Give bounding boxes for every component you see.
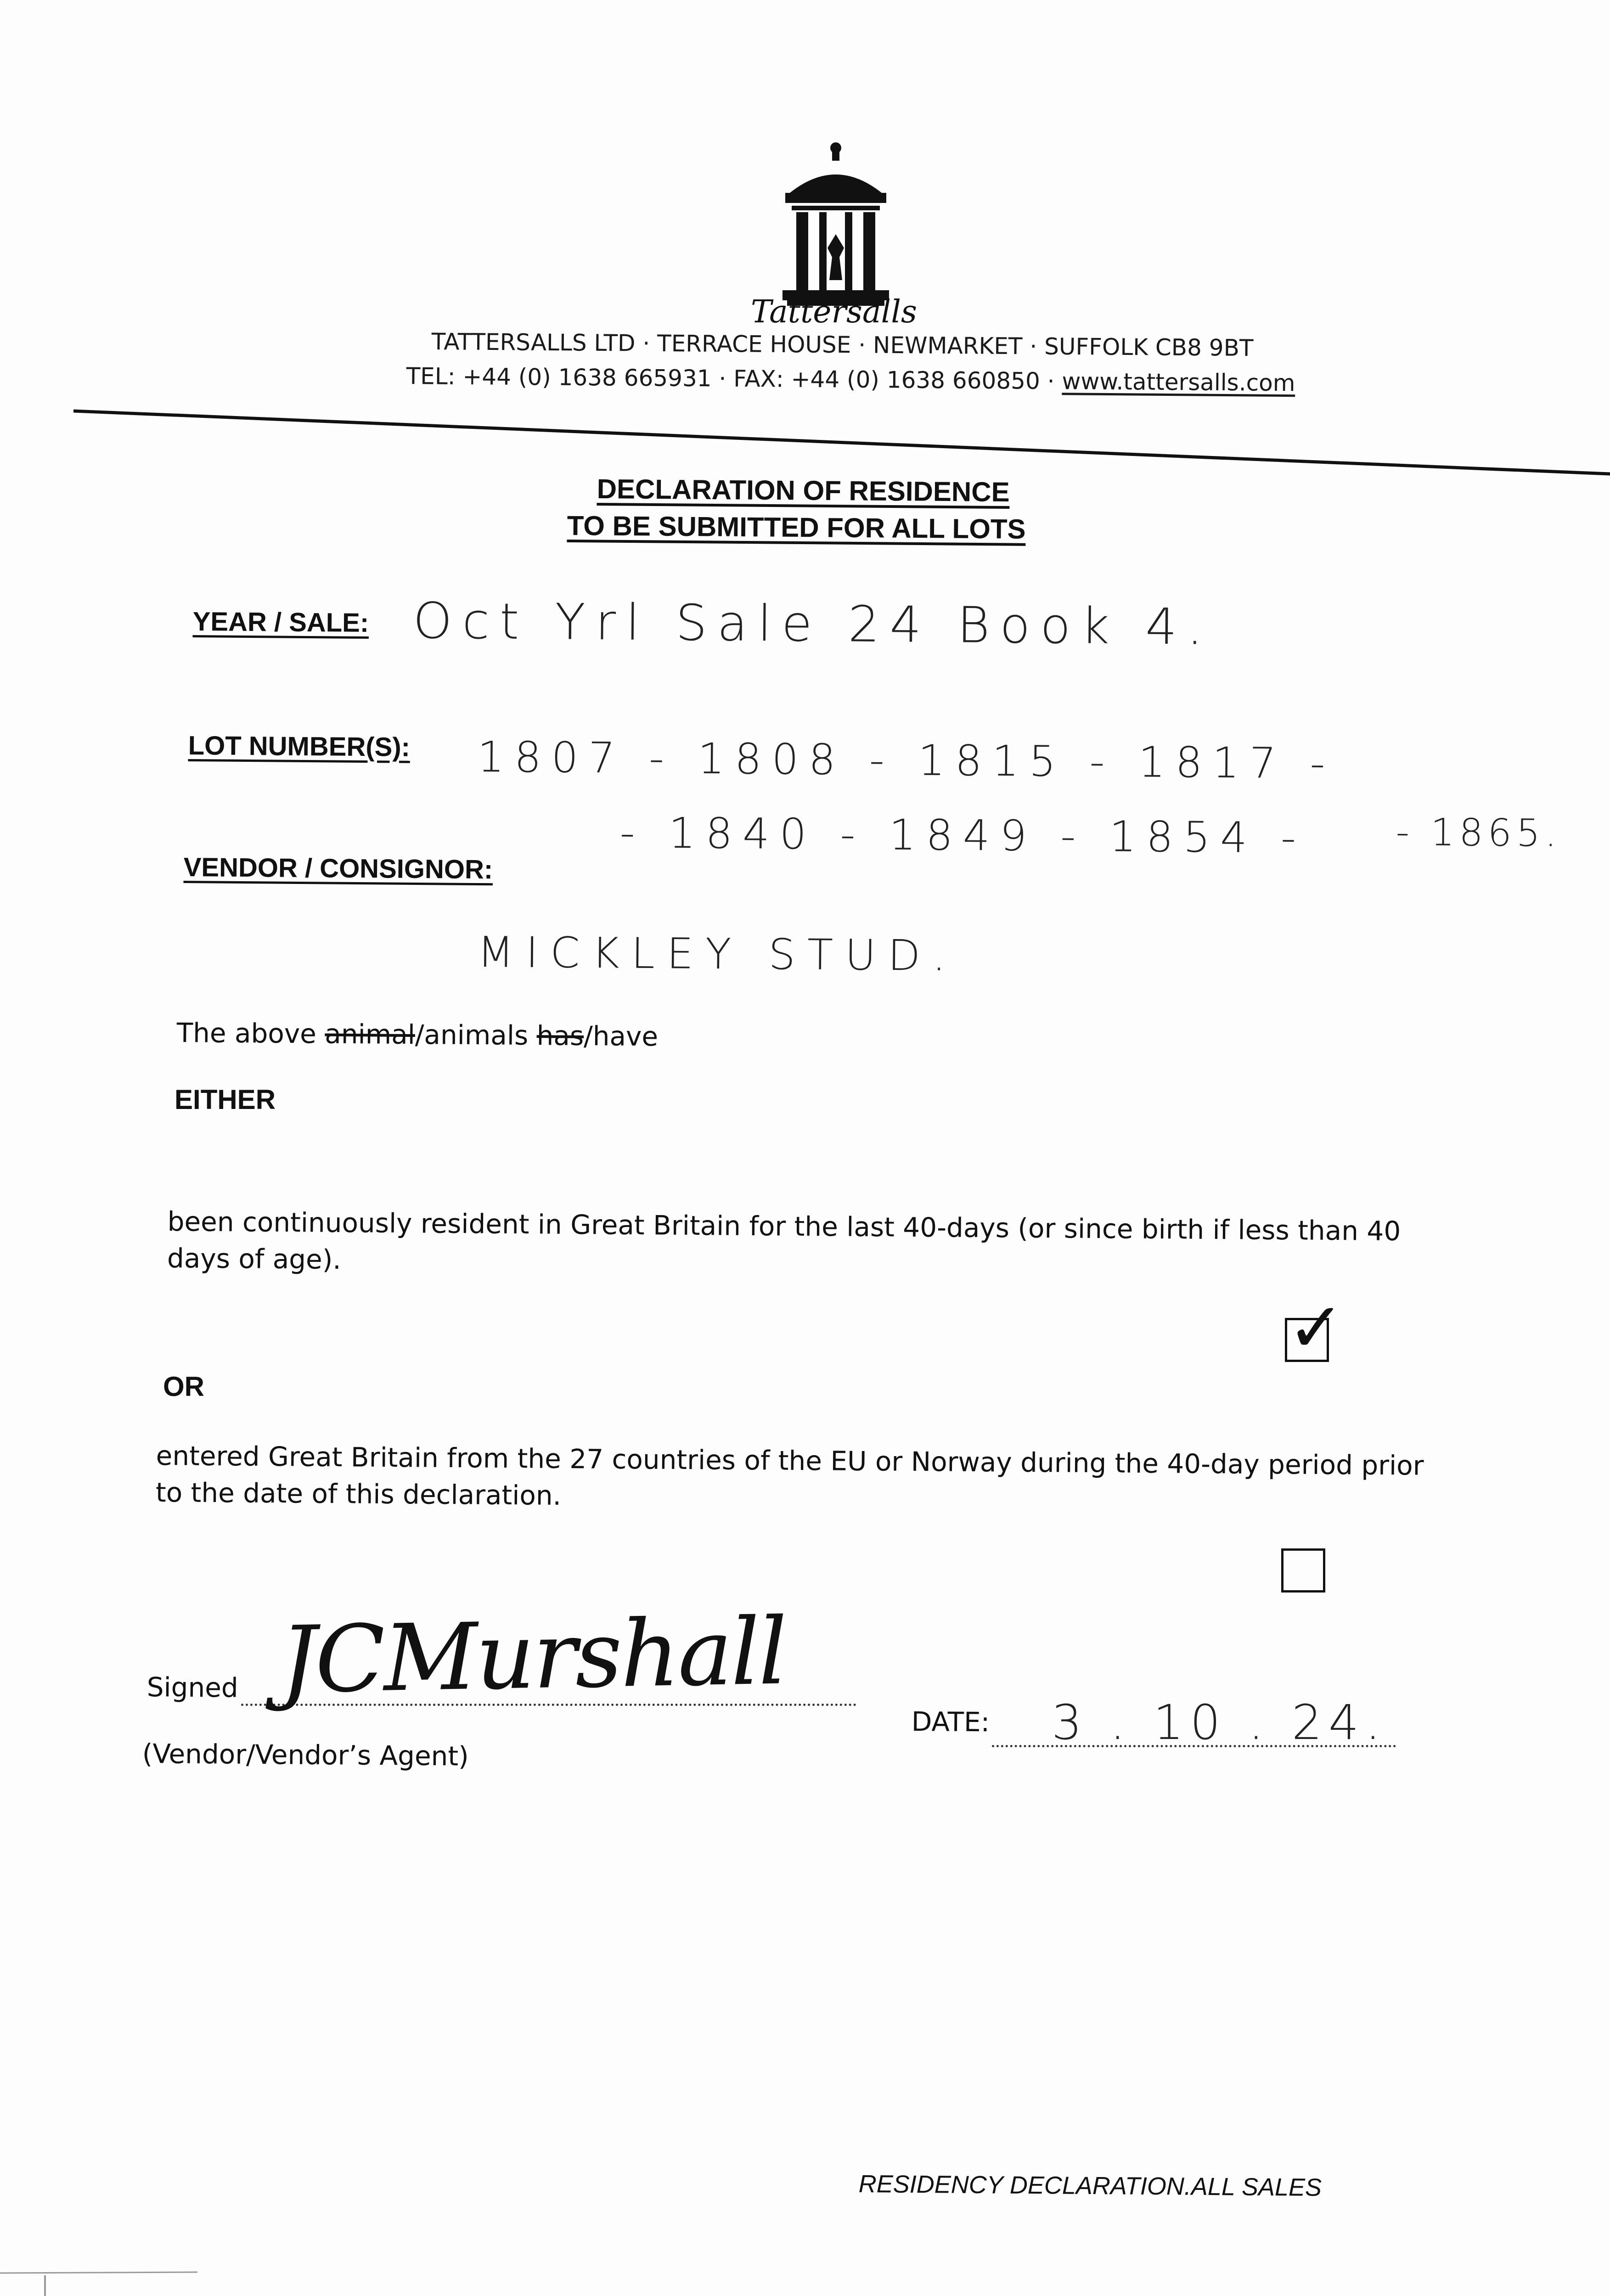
statement-prefix: The above [176,1017,325,1050]
lot-numbers-line1[interactable]: 1807 - 1808 - 1815 - 1817 - [477,732,1335,788]
logo-wordmark: Tattersalls [751,294,917,330]
struck-animal: animal [325,1018,416,1051]
website-link[interactable]: www.tattersalls.com [1062,368,1295,397]
year-sale-label: YEAR / SALE: [192,607,369,638]
option1-checkbox[interactable] [1285,1288,1345,1368]
either-label: EITHER [175,1084,276,1115]
check-mark: ✓ [1287,1288,1345,1368]
struck-has: has [536,1020,584,1052]
form-subtitle: TO BE SUBMITTED FOR ALL LOTS [567,510,1026,545]
date-value[interactable]: 3 . 10 . 24. [1052,1694,1387,1750]
signature-role: (Vendor/Vendor’s Agent) [142,1738,469,1772]
statement-animals: /animals [415,1019,537,1052]
vendor-value[interactable]: MICKLEY STUD. [477,928,958,981]
lot-numbers-line2[interactable]: - 1840 - 1849 - 1854 - [619,808,1306,863]
signed-label: Signed [146,1671,239,1704]
statement-have: /have [583,1020,659,1052]
option2-checkbox[interactable] [1281,1548,1325,1593]
year-sale-value[interactable]: Oct Yrl Sale 24 Book 4. [413,592,1213,656]
date-label: DATE: [911,1706,990,1738]
phone-fax: TEL: +44 (0) 1638 665931 · FAX: +44 (0) 1638 660850 · [406,363,1062,395]
form-title: DECLARATION OF RESIDENCE [597,473,1010,508]
lot-numbers-label: LOT NUMBER(S): [188,731,411,762]
option1-text: been continuously resident in Great Britain for the last 40-days (or since birth if less than 40 days of age). [167,1205,1401,1275]
lot-numbers-line2-end[interactable]: - 1865. [1396,810,1562,855]
or-label: OR [163,1371,204,1402]
scan-edge-marks [0,2250,1610,2296]
company-address: TATTERSALLS LTD · TERRACE HOUSE · NEWMARKET · SUFFOLK CB8 9BT [431,328,1254,362]
footer-label: RESIDENCY DECLARATION.ALL SALES [858,2170,1322,2201]
signature-handwritten[interactable]: JCMurshall [279,1598,787,1714]
vendor-label: VENDOR / CONSIGNOR: [183,852,493,885]
option2-text: entered Great Britain from the 27 countries of the EU or Norway during the 40-day period prior to the date of this declaration. [155,1440,1424,1511]
animals-statement [176,1017,658,1052]
